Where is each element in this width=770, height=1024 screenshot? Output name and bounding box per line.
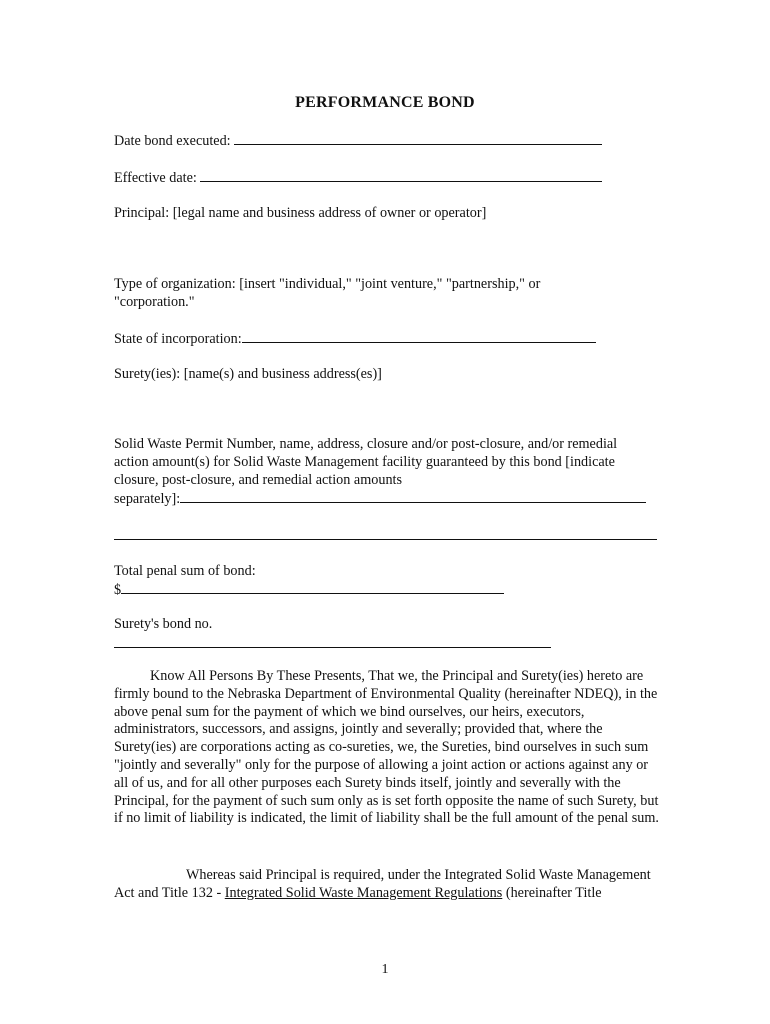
regulations-title: Integrated Solid Waste Management Regulations	[224, 885, 503, 901]
date-executed-label: Date bond executed:	[114, 133, 231, 149]
permit-extra-blank[interactable]	[114, 539, 657, 540]
document-title: PERFORMANCE BOND	[295, 94, 475, 111]
principal-label: Principal: [legal name and business address of owner or operator]	[114, 205, 487, 221]
whereas-line-2-end: (hereinafter Title	[502, 885, 602, 901]
permit-line-4: separately]:	[114, 491, 181, 507]
know-all-paragraph: Know All Persons By These Presents, That we, the Principal and Surety(ies) hereto are firmly bound to the Nebraska Department of Environmental Quality (hereinafter NDEQ), in the above penal sum for the payment of which we bind ourselves, our heirs, executors, administrators, successors, and assigns, jointly and severally; provided that, where the Surety(ies) are corporations acting as co-sureties, we, the Sureties, bind ourselves in such sum "jointly and severally" only for the purpose of allowing a joint action or actions against any or all of us, and for all other purposes each Surety binds itself, jointly and severally with the Principal, for the payment of such sum only as is set forth opposite the name of such Surety, but if no limit of liability is indicated, the limit of liability shall be the full amount of the penal sum.	[114, 668, 659, 827]
whereas-line-2	[114, 884, 602, 902]
type-org-line-1: Type of organization: [insert "individual," "joint venture," "partnership," or	[114, 276, 541, 292]
effective-date-row	[114, 168, 602, 187]
surety-bond-no-blank[interactable]	[114, 647, 551, 648]
date-executed-row	[114, 131, 602, 150]
state-incorporation-label: State of incorporation:	[114, 331, 242, 347]
permit-line-2: action amount(s) for Solid Waste Management facility guaranteed by this bond [indicate	[114, 454, 615, 470]
type-org-line-2: "corporation."	[114, 294, 195, 310]
penal-sum-label: Total penal sum of bond:	[114, 563, 256, 579]
effective-date-blank[interactable]	[200, 168, 602, 182]
surety-bond-no-label: Surety's bond no.	[114, 616, 213, 632]
state-incorporation-blank[interactable]	[242, 329, 596, 343]
penal-sum-blank[interactable]	[121, 580, 504, 594]
permit-line-3: closure, post-closure, and remedial action amounts	[114, 472, 402, 488]
page-number: 1	[381, 962, 389, 977]
whereas-line-2-start: Act and Title 132 -	[114, 885, 225, 901]
date-executed-blank[interactable]	[234, 131, 602, 145]
state-incorporation-row	[114, 329, 596, 348]
permit-blank[interactable]	[180, 489, 646, 503]
effective-date-label: Effective date:	[114, 170, 197, 186]
permit-line-4-row	[114, 489, 646, 508]
permit-line-1: Solid Waste Permit Number, name, address, closure and/or post-closure, and/or remedial	[114, 436, 618, 452]
whereas-line-1: Whereas said Principal is required, under the Integrated Solid Waste Management	[186, 867, 651, 883]
sureties-label: Surety(ies): [name(s) and business address(es)]	[114, 366, 382, 382]
penal-sum-row	[114, 580, 504, 599]
dollar-sign: $	[114, 582, 122, 598]
